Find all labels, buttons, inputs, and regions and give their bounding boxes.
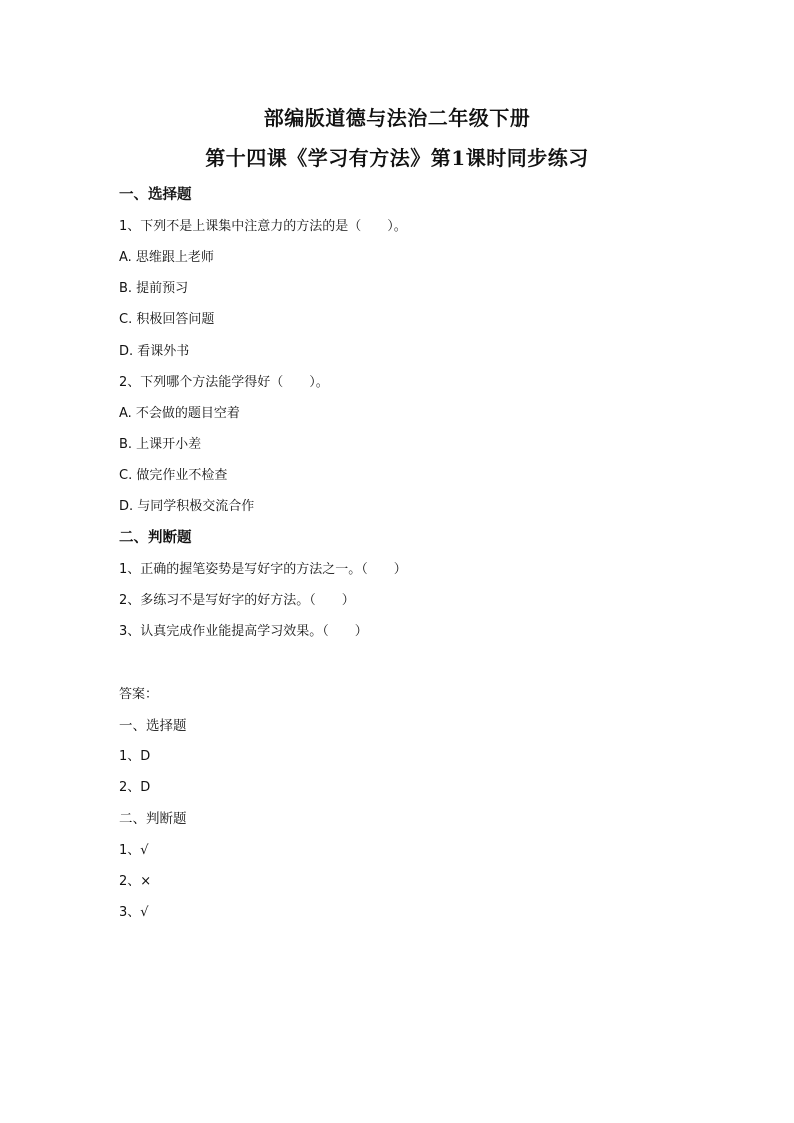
option-item: D. 与同学积极交流合作 (119, 499, 255, 514)
option-item: D. 看课外书 (119, 344, 190, 359)
document-subtitle: 第十四课《学习有方法》第1课时同步练习 (205, 146, 589, 170)
document-title: 部编版道德与法治二年级下册 (263, 106, 531, 130)
option-item: C. 积极回答问题 (119, 312, 215, 327)
answer-item: 3、√ (119, 905, 149, 920)
section-heading-multiple-choice: 一、选择题 (119, 187, 192, 203)
option-item: B. 提前预习 (119, 281, 189, 296)
option-item: B. 上课开小差 (119, 437, 202, 452)
question-text: 1、下列不是上课集中注意力的方法的是（ ）。 (119, 219, 407, 234)
answer-item: 1、D (119, 749, 151, 764)
question-text: 2、下列哪个方法能学得好（ ）。 (119, 375, 329, 390)
option-item: C. 做完作业不检查 (119, 468, 228, 483)
section-heading-true-false: 二、判断题 (119, 530, 192, 546)
answer-item: 2、× (119, 874, 152, 889)
option-item: A. 思维跟上老师 (119, 250, 214, 265)
option-item: A. 不会做的题目空着 (119, 406, 240, 421)
question-text: 3、认真完成作业能提高学习效果。（ ） (119, 624, 368, 639)
question-text: 2、多练习不是写好字的好方法。（ ） (119, 593, 355, 608)
answers-section-heading: 二、判断题 (119, 811, 187, 827)
question-text: 1、正确的握笔姿势是写好字的方法之一。（ ） (119, 562, 407, 577)
answers-label: 答案： (119, 687, 159, 702)
answer-item: 2、D (119, 780, 151, 795)
answers-section-heading: 一、选择题 (119, 718, 187, 734)
answer-item: 1、√ (119, 843, 149, 858)
